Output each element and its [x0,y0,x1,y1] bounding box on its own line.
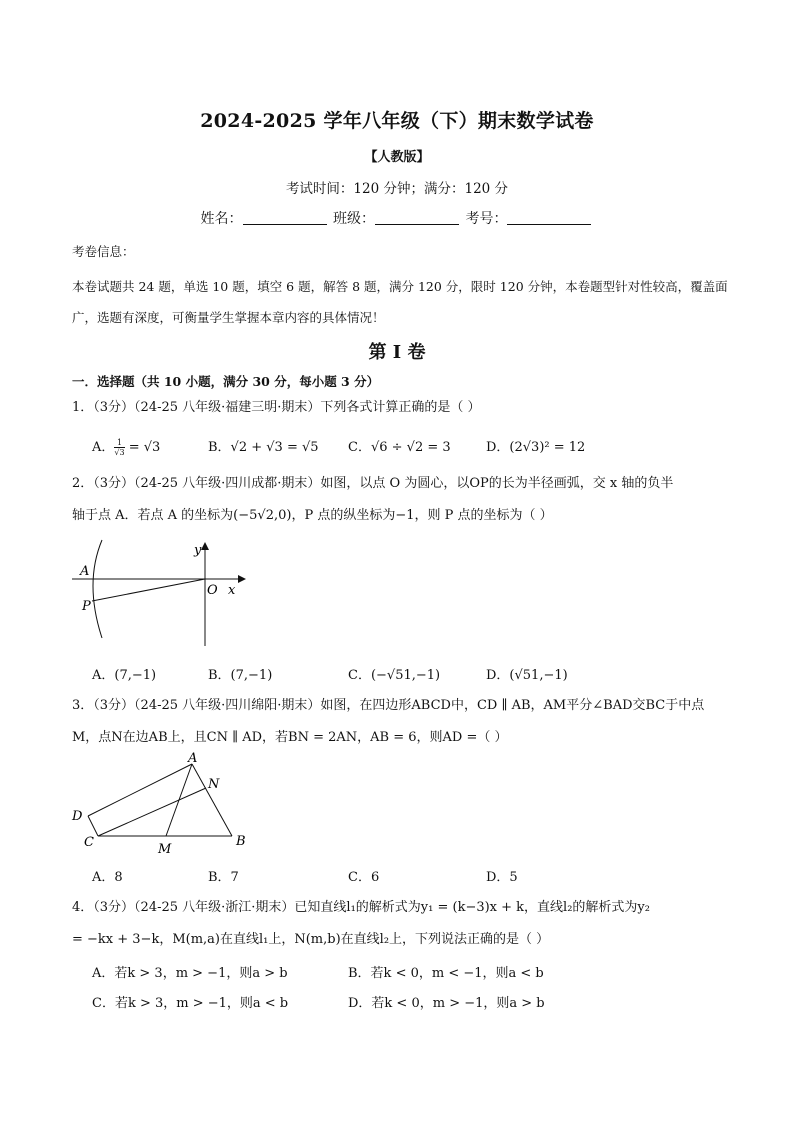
class-blank[interactable] [375,212,459,225]
info-text: 本卷试题共 24 题，单选 10 题，填空 6 题，解答 8 题，满分 120 分，限时 120 分钟，本卷题型针对性较高，覆盖面广，选题有深度，可衡量学生掌握本章内容的具体情况！ [72,279,728,325]
q3-stem-line2: M，点N在边AB上，且CN ∥ AD，若BN = 2AN，AB = 6，则AD =（ ） [72,730,508,745]
q2-segment-op [92,579,205,601]
q4-stem-line2: = −kx + 3−k，M(m,a)在直线l₁上，N(m,b)在直线l₂上，下列说法正确的是（ ） [72,932,550,947]
q1-fraction: $\frac{1}{√3}$ [114,438,125,457]
q2-option-d: D．(√51,−1) [486,668,568,683]
q2-label-y: y [194,543,202,558]
q3-figure [70,752,260,856]
q2-figure [70,538,250,650]
q4-option-b: B．若k < 0，m < −1，则a < b [348,966,544,981]
q2-label-a: A [80,564,90,579]
q3-option-d: D．5 [486,870,518,885]
section-heading: 一．选择题（共 10 小题，满分 30 分，每小题 3 分） [72,374,380,389]
q2-label-o: O [207,583,218,598]
q3-segment-ab [192,764,232,836]
number-label: 考号： [465,211,508,227]
number-blank[interactable] [507,212,591,225]
q2-stem-line2: 轴于点 A．若点 A 的坐标为(−5√2,0)，P 点的纵坐标为−1，则 P 点的坐标为（ ） [72,508,553,523]
q1-option-a: A． $\frac{1}{√3}$ = √3 [92,438,161,457]
q3-segment-cn [98,788,206,836]
q1-option-a-label: A． [92,440,115,455]
q3-option-b: B．7 [208,870,239,885]
q3-option-c: C．6 [348,870,380,885]
q3-label-m: M [158,842,172,856]
name-label: 姓名： [200,211,243,227]
info-label: 考卷信息： [72,244,135,259]
q4-option-a: A．若k > 3，m > −1，则a > b [92,966,288,981]
q3-segment-dc [88,816,98,836]
q3-label-b: B [236,834,246,849]
q4-stem-line1: 4．（3分）（24-25 八年级·浙江·期末）已知直线l₁的解析式为y₁ = (k−3)x + k，直线l₂的解析式为y₂ [72,900,650,915]
q1-option-c: C．√6 ÷ √2 = 3 [348,440,451,455]
q3-label-n: N [208,777,220,792]
class-label: 班级： [333,211,375,227]
q2-option-b: B．(7,−1) [208,668,273,683]
q2-option-c: C．(−√51,−1) [348,668,441,683]
q3-option-a: A．8 [92,870,123,885]
q4-option-d: D．若k < 0，m > −1，则a > b [348,996,545,1011]
q3-stem-line1: 3．（3分）（24-25 八年级·四川绵阳·期末）如图，在四边形ABCD中，CD ∥ AB，AM平分∠BAD交BC于中点 [72,698,705,713]
q4-option-c: C．若k > 3，m > −1，则a < b [92,996,289,1011]
q1-option-d: D．(2√3)² = 12 [486,440,586,455]
q3-label-a: A [188,752,198,766]
name-blank[interactable] [243,212,327,225]
q2-arc [93,540,102,638]
exam-time: 考试时间：120 分钟；满分：120 分 [285,181,509,197]
q2-label-x: x [228,583,236,598]
q1-stem: 1．（3分）（24-25 八年级·福建三明·期末）下列各式计算正确的是（ ） [72,400,481,415]
q1-option-b: B．√2 + √3 = √5 [208,440,319,455]
q2-option-a: A．(7,−1) [92,668,157,683]
edition-label: 【人教版】 [364,150,430,165]
volume-title: 第 I 卷 [368,342,426,363]
q3-label-d: D [72,809,83,824]
q2-stem-line1: 2．（3分）（24-25 八年级·四川成都·期末）如图，以点 O 为圆心，以OP的长为半径画弧，交 x 轴的负半 [72,476,674,491]
q3-label-c: C [84,835,94,850]
page-title: 2024-2025 学年八年级（下）期末数学试卷 [200,110,594,132]
q2-label-p: P [82,599,91,614]
student-id-row [0,208,794,228]
q2-x-arrow [238,575,246,583]
q2-y-arrow [201,542,209,550]
